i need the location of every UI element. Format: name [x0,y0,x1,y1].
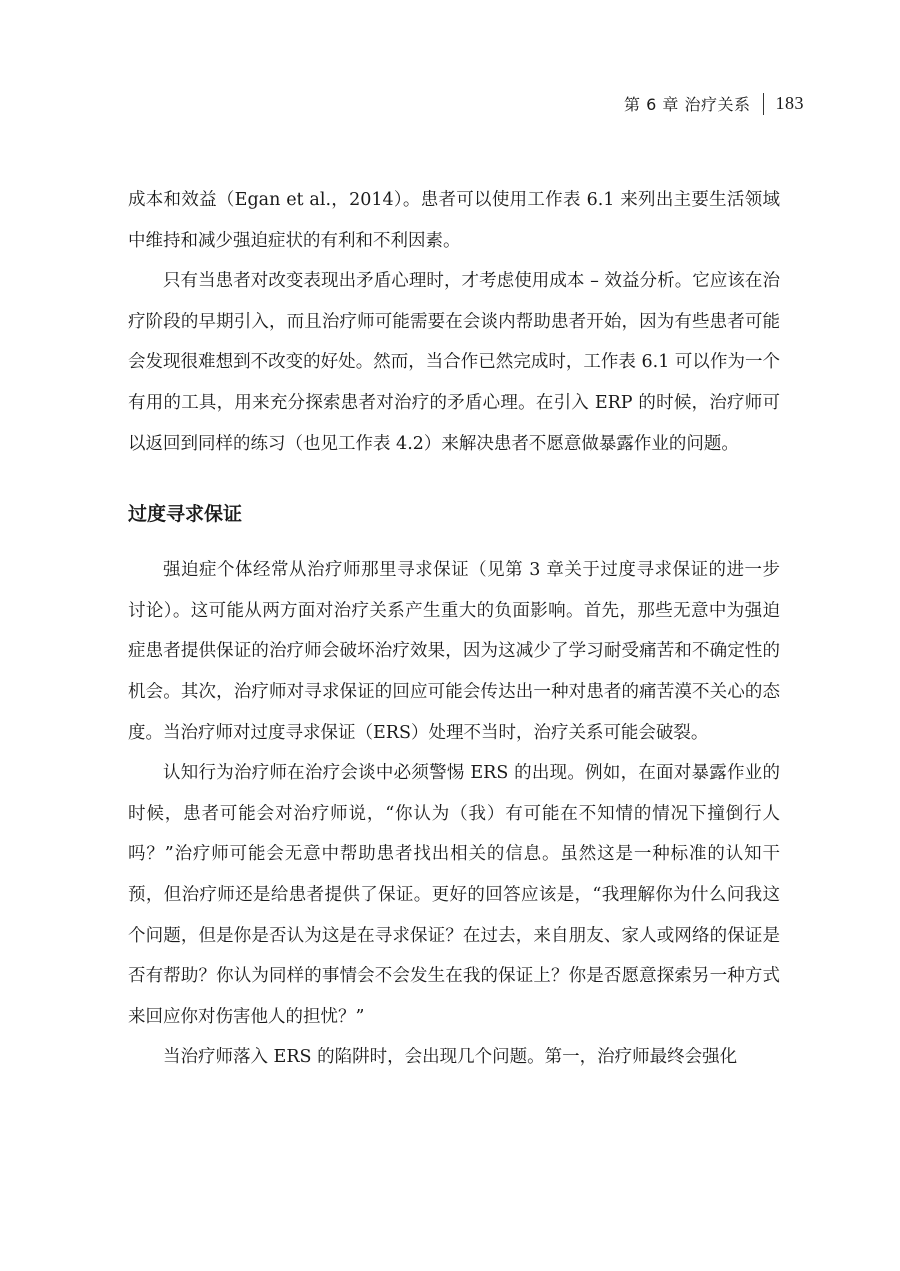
paragraph-cost-benefit: 只有当患者对改变表现出矛盾心理时，才考虑使用成本 – 效益分析。它应该在治疗阶段的早期引入，而且治疗师可能需要在会谈内帮助患者开始，因为有些患者可能会发现很难想到不改变的好处。然而，当合作已然完成时，工作表 6.1 可以作为一个有用的工具，用来充分探索患者对治疗的矛盾心理。在引入 ERP 的时候，治疗师可以返回到同样的练习（也见工作表 4.2）来解决患者不愿意做暴露作业的问题。 [128,271,780,454]
page-number: 183 [775,93,804,113]
paragraph-ers-problems: 当治疗师落入 ERS 的陷阱时，会出现几个问题。第一，治疗师最终会强化 [163,1047,738,1068]
section-heading: 过度寻求保证 [128,503,243,526]
paragraph-ers-example: 认知行为治疗师在治疗会谈中必须警惕 ERS 的出现。例如，在面对暴露作业的时候，患者可能会对治疗师说，“你认为（我）有可能在不知情的情况下撞倒行人吗？”治疗师可能会无意中帮助患者找出相关的信息。虽然这是一种标准的认知干预，但治疗师还是给患者提供了保证。更好的回答应该是，“我理解你为什么问我这个问题，但是你是否认为这是在寻求保证？在过去，来自朋友、家人或网络的保证是否有帮助？你认为同样的事情会不会发生在我的保证上？你是否愿意探索另一种方式来回应你对伤害他人的担忧？” [128,763,780,1027]
chapter-title: 第 6 章 治疗关系 [624,95,751,114]
header-divider [763,93,764,115]
running-header [624,92,804,115]
paragraph-reassurance-intro: 强迫症个体经常从治疗师那里寻求保证（见第 3 章关于过度寻求保证的进一步讨论）。这可能从两方面对治疗关系产生重大的负面影响。首先，那些无意中为强迫症患者提供保证的治疗师会破坏治疗效果，因为这减少了学习耐受痛苦和不确定性的机会。其次，治疗师对寻求保证的回应可能会传达出一种对患者的痛苦漠不关心的态度。当治疗师对过度寻求保证（ERS）处理不当时，治疗关系可能会破裂。 [128,560,780,743]
page-body [128,180,780,1078]
paragraph-continuation: 成本和效益（Egan et al.，2014）。患者可以使用工作表 6.1 来列出主要生活领域中维持和减少强迫症状的有利和不利因素。 [128,190,780,251]
